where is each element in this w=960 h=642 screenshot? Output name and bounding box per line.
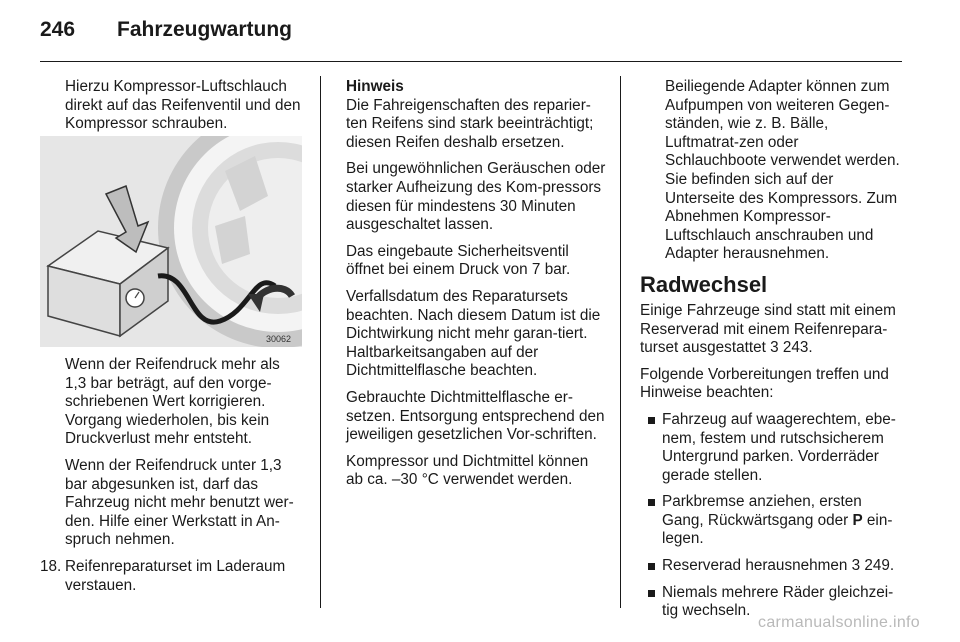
note-text: Die Fahreigenschaften des reparier-ten Reifens sind stark beeinträchtigt; diesen Reifen deshalb ersetzen.: [346, 96, 594, 151]
column-divider-1: [320, 76, 321, 608]
bullet-parking-brake: Parkbremse anziehen, ersten Gang, Rückwärtsgang oder P ein-legen.: [640, 493, 902, 549]
section-heading-radwechsel: Radwechsel: [640, 271, 768, 297]
column-3: [640, 78, 902, 629]
expiry-text: Verfallsdatum des Reparatursets beachten. Nach diesem Datum ist die Dichtwirkung nicht mehr garan-tiert. Haltbarkeitsangaben auf der Dichtmittelflasche beachten.: [346, 287, 601, 380]
spare-wheel-intro: Einige Fahrzeuge sind statt mit einem Reserverad mit einem Reifenrepara-turset ausgestattet 3 243.: [640, 301, 896, 357]
pressure-para-2: Wenn der Reifendruck unter 1,3 bar abgesunken ist, darf das Fahrzeug nicht mehr benutzt wer-den. Hilfe einer Werkstatt in An-spruch nehmen.: [65, 456, 294, 549]
compressor-illustration: [40, 136, 302, 347]
header-rule: [40, 61, 902, 62]
bullet-spare-wheel: Reserverad herausnehmen 3 249.: [640, 557, 902, 576]
column-1-lower: [40, 356, 302, 595]
step-18: [40, 558, 302, 595]
page-title: Fahrzeugwartung: [117, 18, 293, 41]
bullet-one-wheel: Niemals mehrere Räder gleichzei-tig wechseln.: [640, 584, 902, 621]
adapter-text: Beiliegende Adapter können zum Aufpumpen von weiteren Gegen-ständen, wie z. B. Bälle, Luftmatrat-zen oder Schlauchboote verwendet werden. Sie befinden sich auf der Unterseite des Kompressors. Zum Abnehmen Kompressor-Luftschlauch anschrauben und Adapter herausnehmen.: [665, 78, 900, 263]
page-number: 246: [40, 18, 76, 41]
step-text: Reifenreparaturset im Laderaum verstauen.: [65, 557, 286, 594]
note-heading: Hinweis: [346, 78, 404, 95]
pressure-para-1: Wenn der Reifendruck mehr als 1,3 bar beträgt, auf den vorge-schriebenen Wert korrigieren. Vorgang wiederholen, bis kein Druckverlust mehr entsteht.: [65, 356, 280, 448]
bullet-park: Fahrzeug auf waagerechtem, ebe-nem, festem und rutschsicherem Untergrund parken. Vorderräder gerade stellen.: [640, 411, 902, 485]
disposal-text: Gebrauchte Dichtmittelflasche er-setzen. Entsorgung entsprechend den jeweiligen gesetzlichen Vor-schriften.: [346, 388, 605, 444]
column-divider-2: [620, 76, 621, 608]
preparations-text: Folgende Vorbereitungen treffen und Hinweise beachten:: [640, 365, 889, 402]
figure-id: 30062: [266, 334, 292, 344]
compressor-overheat-text: Bei ungewöhnlichen Geräuschen oder starker Aufheizung des Kom-pressors diesen für mindestens 30 Minuten ausgeschaltet lassen.: [346, 160, 606, 234]
temperature-text: Kompressor und Dichtmittel können ab ca. –30 °C verwendet werden.: [346, 452, 589, 489]
column-1: [40, 78, 302, 142]
step-number: 18.: [40, 557, 62, 575]
intro-text: Hierzu Kompressor-Luftschlauch direkt auf das Reifenventil und den Kompressor schrauben.: [65, 78, 301, 133]
safety-valve-text: Das eingebaute Sicherheitsventil öffnet bei einem Druck von 7 bar.: [346, 242, 571, 279]
column-2: [346, 78, 608, 498]
watermark: carmanualsonline.info: [758, 614, 920, 631]
